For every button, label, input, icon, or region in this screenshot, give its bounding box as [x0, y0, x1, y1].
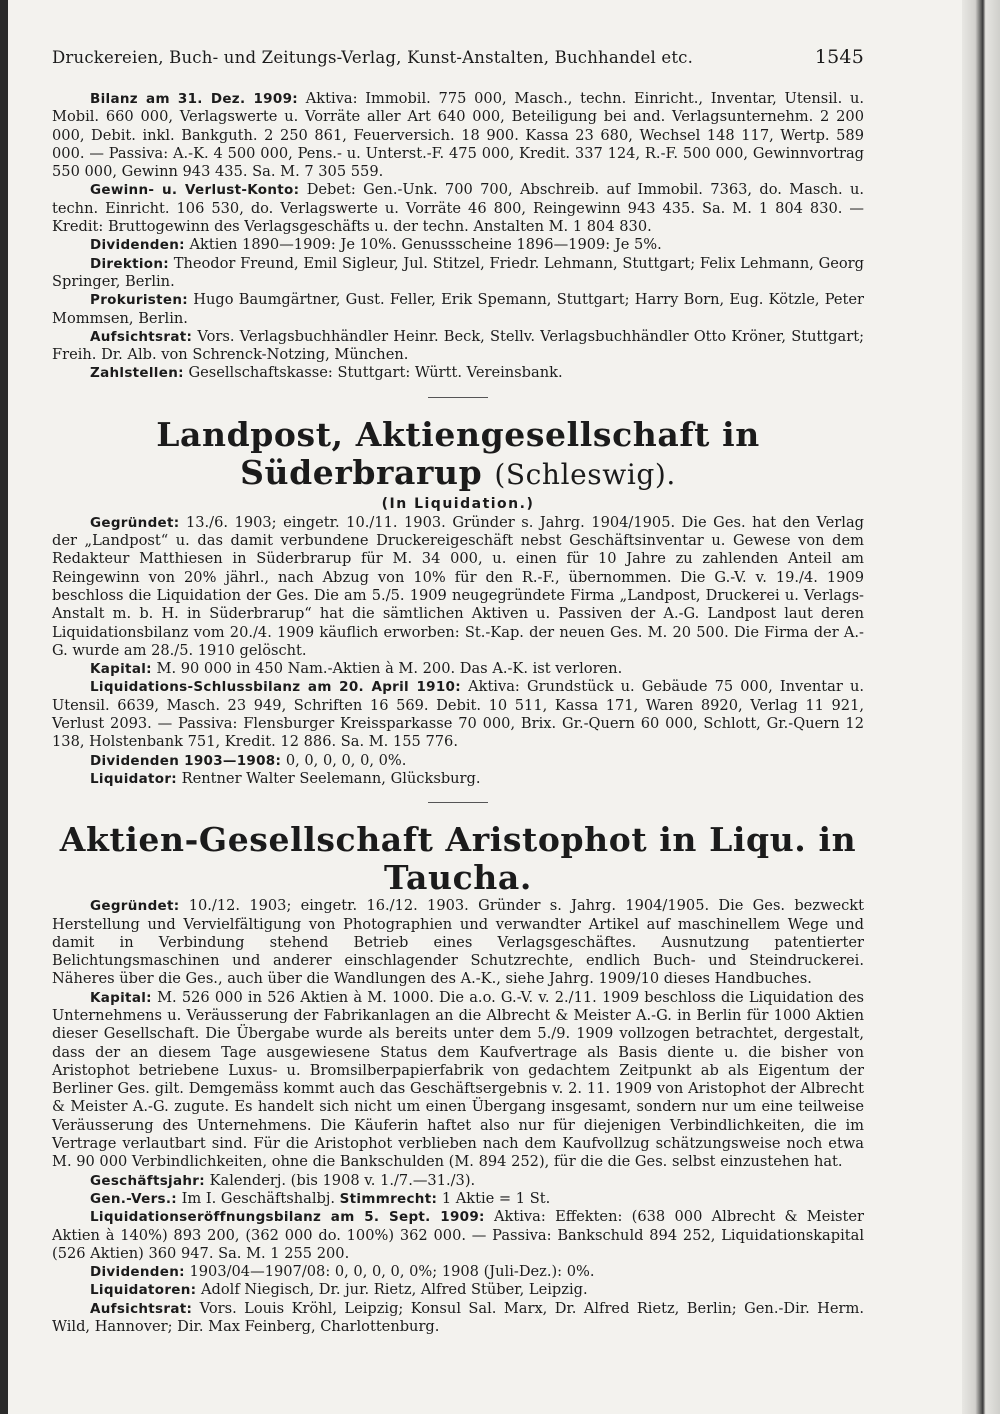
- aristophot-liquidators-paragraph: [52, 1281, 864, 1299]
- landpost-title-suffix: (Schleswig).: [494, 457, 676, 491]
- landpost-dividends-paragraph: [52, 752, 864, 770]
- aristophot-board-label: Aufsichtsrat:: [90, 1300, 193, 1317]
- section-divider: [428, 802, 488, 803]
- direction-label: Direktion:: [90, 255, 169, 272]
- page-content: [52, 46, 864, 1336]
- landpost-capital-label: Kapital:: [90, 661, 152, 678]
- landpost-capital-paragraph: [52, 660, 864, 678]
- aristophot-dividends-text: 1903/04—1907/08: 0, 0, 0, 0, 0%; 1908 (Juli-Dez.): 0%.: [189, 1263, 595, 1281]
- page-number: 1545: [814, 46, 864, 68]
- aufsichtsrat-paragraph: [52, 328, 864, 365]
- prokuristen-text: Hugo Baumgärtner, Gust. Feller, Erik Spemann, Stuttgart; Harry Born, Eug. Kötzle, Peter Mommsen, Berlin.: [52, 291, 865, 327]
- landpost-liquidator-label: Liquidator:: [90, 770, 177, 787]
- scan-edge-left: [0, 0, 8, 1414]
- aristophot-founded-paragraph: [52, 897, 864, 988]
- aristophot-voting-label: Stimmrecht:: [339, 1190, 438, 1207]
- guv-label: Gewinn- u. Verlust-Konto:: [90, 182, 300, 199]
- direction-text: Theodor Freund, Emil Sigleur, Jul. Stitzel, Friedr. Lehmann, Stuttgart; Felix Lehmann, Georg Springer, Berlin.: [52, 254, 864, 290]
- landpost-founded-text: 13./6. 1903; eingetr. 10./11. 1903. Gründer s. Jahrg. 1904/1905. Die Ges. hat den Verlag der „Landpost“ u. das damit verbundene Druckereigeschäft nebst Geschäftsinventar u. Gewese von dem Redakteur Matthiesen in Süderbrarup für M. 34 000, u. einen für 10 Jahre zu zahlenden Anteil am Reingewinn von 20% jährl., nach Abzug von 10% für den R.-F., übernommen. Die G.-V. v. 19./4. 1909 beschloss die Liquidation der Ges. Die am 5./5. 1909 neugegründete Firma „Landpost, Druckerei u. Verlags-Anstalt m. b. H. in Süderbrarup“ hat die sämtlichen Aktiven u. Passiven der A.-G. Landpost laut deren Liquidationsbilanz vom 20./4. 1909 käuflich erworben: St.-Kap. der neuen Ges. M. 20 500. Die Firma der A.-G. wurde am 28./5. 1910 gelöscht.: [52, 513, 864, 659]
- dividends-text: Aktien 1890—1909: Je 10%. Genussscheine 1896—1909: Je 5%.: [189, 236, 662, 254]
- aristophot-capital-text: M. 526 000 in 526 Aktien à M. 1000. Die a.o. G.-V. v. 2./11. 1909 beschloss die Liquidation des Unternehmens u. Veräusserung der Fabrikanlagen an die Albrecht & Meister A.-G. in Berlin für 1000 Aktien dieser Gesellschaft. Die Übergabe wurde als bereits unter dem 5./9. 1909 vollzogen betrachtet, dergestalt, dass der an diesem Tage ausgewiesene Status dem Kaufvertrage als Basis diente u. die bisher von Aristophot betriebene Luxus- u. Bromsilberpapierfabrik von gedachtem Zeitpunkt ab als Eigentum der Berliner Ges. gilt. Demgemäss kommt auch das Geschäftsergebnis v. 2. 11. 1909 von Aristophot der Albrecht & Meister A.-G. zugute. Es handelt sich nicht um einen Übergang insgesamt, sondern nur um eine teilweise Veräusserung des Unternehmens. Die Käuferin haftet also nur für diejenigen Verbindlichkeiten, die im Vertrage verlautbart sind. Für die Aristophot verblieben nach dem Kaufvollzug schätzungsweise noch etwa M. 90 000 Verbindlichkeiten, ohne die Bankschulden (M. 894 252), für die die Ges. selbst einzustehen hat.: [52, 988, 865, 1171]
- landpost-dividends-label: Dividenden 1903—1908:: [90, 752, 282, 769]
- aristophot-title: Aktien-Gesellschaft Aristophot in Liqu. in Taucha.: [59, 820, 857, 898]
- landpost-subtitle: (In Liquidation.): [381, 495, 535, 512]
- running-header: [52, 46, 864, 68]
- dividends-label: Dividenden:: [90, 237, 185, 254]
- direction-paragraph: [52, 255, 864, 292]
- scan-edge-right: [962, 0, 1000, 1414]
- aristophot-gv-paragraph: [52, 1190, 864, 1208]
- section-divider: [428, 397, 488, 398]
- aufsichtsrat-text: Vors. Verlagsbuchhändler Heinr. Beck, Stellv. Verlagsbuchhändler Otto Kröner, Stuttgart; Freih. Dr. Alb. von Schrenck-Notzing, München.: [52, 327, 865, 364]
- bilanz-label: Bilanz am 31. Dez. 1909:: [90, 91, 298, 107]
- bilanz-paragraph: [52, 90, 864, 181]
- aristophot-board-text: Vors. Louis Kröhl, Leipzig; Konsul Sal. Marx, Dr. Alfred Rietz, Berlin; Gen.-Dir. Herm. Wild, Hannover; Dir. Max Feinberg, Charlottenburg.: [52, 1299, 864, 1336]
- aristophot-gv-label: Gen.-Vers.:: [90, 1190, 177, 1207]
- landpost-title-main: Landpost, Aktiengesellschaft in Süderbrarup: [156, 414, 760, 492]
- aufsichtsrat-label: Aufsichtsrat:: [90, 328, 193, 345]
- landpost-founded-paragraph: [52, 514, 864, 660]
- landpost-liq-balance-label: Liquidations-Schlussbilanz am 20. April 1910:: [90, 679, 461, 696]
- aristophot-opening-balance-paragraph: [52, 1208, 864, 1263]
- dividends-paragraph: [52, 236, 864, 254]
- aristophot-fiscal-year-paragraph: [52, 1172, 864, 1190]
- prev-entry: [52, 90, 864, 383]
- aristophot-capital-paragraph: [52, 989, 864, 1172]
- aristophot-dividends-label: Dividenden:: [90, 1264, 185, 1281]
- aristophot-fiscal-year-label: Geschäftsjahr:: [90, 1172, 205, 1189]
- landpost-liquidator-text: Rentner Walter Seelemann, Glücksburg.: [181, 769, 481, 787]
- zahlstellen-label: Zahlstellen:: [90, 365, 184, 382]
- aristophot-opening-balance-label: Liquidationseröffnungsbilanz am 5. Sept. 1909:: [90, 1209, 485, 1226]
- landpost-entry: [52, 416, 864, 788]
- aristophot-voting-text: 1 Aktie = 1 St.: [441, 1189, 551, 1207]
- landpost-liq-balance-text: Aktiva: Grundstück u. Gebäude 75 000, Inventar u. Utensil. 6639, Masch. 23 949, Schriften 16 569. Debit. 10 511, Kassa 171, Waren 8920, Verlag 11 921, Verlust 2093. — Passiva: Flensburger Kreissparkasse 70 000, Brix. Gr.-Quern 60 000, Schlott, Gr.-Quern 12 138, Holstenbank 751, Kredit. 12 886. Sa. M. 155 776.: [52, 678, 865, 751]
- landpost-founded-label: Gegründet:: [90, 514, 180, 531]
- landpost-liquidator-paragraph: [52, 770, 864, 788]
- aristophot-capital-label: Kapital:: [90, 989, 152, 1006]
- landpost-title: [52, 416, 864, 494]
- guv-paragraph: [52, 181, 864, 236]
- aristophot-opening-balance-text: Aktiva: Effekten: (638 000 Albrecht & Meister Aktien à 140%) 893 200, (362 000 do. 100%) 362 000. — Passiva: Bankschuld 894 252, Liquidationskapital (526 Aktien) 360 947. Sa. M. 1 255 200.: [52, 1208, 864, 1262]
- aristophot-founded-label: Gegründet:: [90, 898, 180, 915]
- zahlstellen-paragraph: [52, 364, 864, 382]
- guv-text: Debet: Gen.-Unk. 700 700, Abschreib. auf Immobil. 7363, do. Masch. u. techn. Einricht. 106 530, do. Verlagswerte u. Vorräte 46 800, Reingewinn 943 435. Sa. M. 1 804 830. — Kredit: Bruttogewinn des Verlagsgeschäfts u. der techn. Anstalten M. 1 804 830.: [52, 181, 865, 236]
- zahlstellen-text: Gesellschaftskasse: Stuttgart: Württ. Vereinsbank.: [188, 364, 563, 382]
- aristophot-fiscal-year-text: Kalenderj. (bis 1908 v. 1./7.—31./3).: [209, 1171, 476, 1189]
- aristophot-entry: [52, 821, 864, 1336]
- aristophot-gv-text: Im I. Geschäftshalbj.: [181, 1189, 335, 1207]
- aristophot-liquidators-label: Liquidatoren:: [90, 1282, 197, 1299]
- landpost-capital-text: M. 90 000 in 450 Nam.-Aktien à M. 200. Das A.-K. ist verloren.: [156, 660, 623, 678]
- landpost-dividends-text: 0, 0, 0, 0, 0, 0%.: [285, 751, 407, 769]
- running-title: Druckereien, Buch- und Zeitungs-Verlag, Kunst-Anstalten, Buchhandel etc.: [52, 48, 694, 67]
- aristophot-liquidators-text: Adolf Niegisch, Dr. jur. Rietz, Alfred Stüber, Leipzig.: [201, 1281, 588, 1299]
- aristophot-dividends-paragraph: [52, 1263, 864, 1281]
- bilanz-text: Aktiva: Immobil. 775 000, Masch., techn. Einricht., Inventar, Utensil. u. Mobil. 660 000, Verlagswerte u. Vorräte aller Art 640 000, Beteiligung bei and. Verlagsunternehm. 2 200 000, Debit. inkl. Bankguth. 2 250 861, Feuerversich. 18 900. Kassa 23 680, Wechsel 148 117, Wertp. 589 000. — Passiva: A.-K. 4 500 000, Pens.- u. Unterst.-F. 475 000, Kredit. 337 124, R.-F. 500 000, Gewinnvortrag 550 000, Gewinn 943 435. Sa. M. 7 305 559.: [52, 90, 864, 181]
- aristophot-founded-text: 10./12. 1903; eingetr. 16./12. 1903. Gründer s. Jahrg. 1904/1905. Die Ges. bezweckt Herstellung und Vervielfältigung von Photographien und verwandter Artikel auf maschinellem Wege und damit in Verbindung stehend Betrieb eines Verlagsgeschäftes. Ausnutzung patentierter Belichtungsmaschinen und anderer einschlagender Schutzrechte, endlich Buch- und Steindruckerei. Näheres über die Ges., auch über die Wandlungen des A.-K., siehe Jahrg. 1909/10 dieses Handbuches.: [52, 897, 865, 988]
- landpost-liq-balance-paragraph: [52, 678, 864, 751]
- prokuristen-paragraph: [52, 291, 864, 328]
- prokuristen-label: Prokuristen:: [90, 292, 188, 309]
- aristophot-board-paragraph: [52, 1300, 864, 1337]
